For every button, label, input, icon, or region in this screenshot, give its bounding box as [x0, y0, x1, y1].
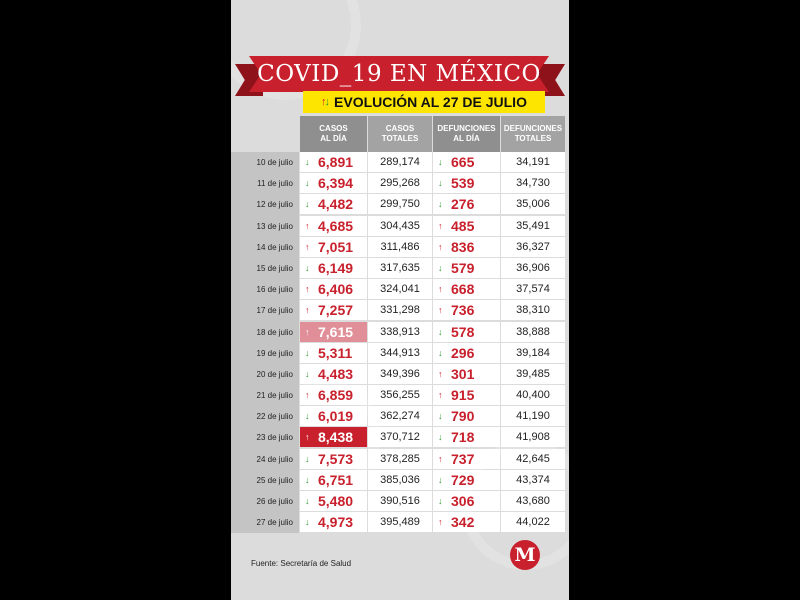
cell-value: 4,483 — [318, 365, 354, 382]
cell-value: 836 — [451, 238, 475, 255]
table-row — [231, 258, 569, 279]
cell-defunciones-dia — [433, 491, 500, 511]
cell-value: 718 — [451, 429, 475, 446]
table-row — [231, 173, 569, 194]
row-date: 21 de julio — [231, 385, 299, 406]
row-date: 14 de julio — [231, 237, 299, 258]
arrow-up-icon: ↑ — [305, 326, 310, 337]
table-row — [231, 343, 569, 364]
cell-defunciones-dia — [433, 364, 500, 384]
header-line: AL DÍA — [453, 134, 480, 143]
title-banner — [231, 56, 569, 92]
cell-casos-totales: 324,041 — [368, 279, 432, 299]
row-date: 16 de julio — [231, 279, 299, 300]
cell-casos-dia — [300, 300, 367, 320]
row-date: 19 de julio — [231, 343, 299, 364]
cell-casos-dia — [300, 427, 367, 447]
cell-value: 5,480 — [318, 493, 354, 509]
cell-casos-totales: 385,036 — [368, 470, 432, 490]
cell-defunciones-totales: 35,006 — [501, 194, 565, 214]
row-date: 26 de julio — [231, 491, 299, 512]
cell-defunciones-dia — [433, 385, 500, 405]
cell-casos-totales: 304,435 — [368, 216, 432, 236]
cell-defunciones-dia — [433, 406, 500, 426]
cell-defunciones-dia — [433, 279, 500, 299]
cell-defunciones-totales: 39,184 — [501, 343, 565, 363]
row-date: 17 de julio — [231, 300, 299, 321]
subtitle: EVOLUCIÓN AL 27 DE JULIO — [334, 94, 527, 110]
cell-defunciones-dia — [433, 470, 500, 490]
cell-value: 8,438 — [318, 429, 354, 446]
arrow-down-icon: ↓ — [305, 368, 310, 379]
table-row — [231, 512, 569, 533]
table-row — [231, 279, 569, 300]
cell-casos-totales: 289,174 — [368, 152, 432, 172]
cell-value: 729 — [451, 471, 475, 488]
header-line: AL DÍA — [320, 134, 347, 143]
cell-value: 485 — [451, 217, 475, 234]
header-defunciones-totales — [501, 116, 565, 152]
cell-defunciones-totales: 36,906 — [501, 258, 565, 278]
cell-defunciones-totales: 42,645 — [501, 449, 565, 469]
cell-defunciones-totales: 40,400 — [501, 385, 565, 405]
cell-value: 4,482 — [318, 196, 354, 213]
row-date: 27 de julio — [231, 512, 299, 533]
arrow-down-icon: ↓ — [305, 517, 310, 528]
arrow-down-icon: ↓ — [438, 411, 443, 422]
cell-casos-dia — [300, 470, 367, 490]
arrow-down-icon: ↓ — [305, 262, 310, 273]
cell-casos-totales: 362,274 — [368, 406, 432, 426]
cell-value: 6,406 — [318, 281, 354, 298]
header-line: DEFUNCIONES — [503, 124, 563, 133]
header-line: CASOS — [319, 124, 348, 133]
cell-casos-dia — [300, 216, 367, 236]
trend-arrows-icon: ↑↓ — [321, 96, 329, 108]
cell-value: 4,685 — [318, 217, 354, 234]
subtitle-banner — [303, 91, 545, 113]
arrow-down-icon: ↓ — [438, 347, 443, 358]
cell-casos-totales: 349,396 — [368, 364, 432, 384]
table-row — [231, 427, 569, 448]
cell-casos-dia — [300, 152, 367, 172]
cell-casos-dia — [300, 173, 367, 193]
cell-casos-dia — [300, 364, 367, 384]
row-date: 13 de julio — [231, 216, 299, 237]
cell-defunciones-dia — [433, 512, 500, 532]
arrow-up-icon: ↑ — [305, 390, 310, 401]
table-row — [231, 449, 569, 470]
cell-defunciones-dia — [433, 152, 500, 172]
cell-defunciones-dia — [433, 449, 500, 469]
milenio-logo: M — [510, 540, 540, 570]
cell-value: 790 — [451, 408, 475, 425]
cell-casos-dia — [300, 279, 367, 299]
table-row — [231, 237, 569, 258]
cell-casos-dia — [300, 258, 367, 278]
cell-value: 736 — [451, 302, 475, 319]
arrow-up-icon: ↑ — [438, 453, 443, 464]
arrow-up-icon: ↑ — [438, 305, 443, 316]
cell-casos-totales: 317,635 — [368, 258, 432, 278]
arrow-up-icon: ↑ — [438, 284, 443, 295]
arrow-up-icon: ↑ — [305, 220, 310, 231]
arrow-down-icon: ↓ — [438, 496, 443, 506]
cell-casos-dia — [300, 512, 367, 532]
cell-casos-totales: 370,712 — [368, 427, 432, 447]
arrow-down-icon: ↓ — [438, 262, 443, 273]
cell-casos-totales: 395,489 — [368, 512, 432, 532]
arrow-up-icon: ↑ — [438, 220, 443, 231]
cell-defunciones-totales: 41,190 — [501, 406, 565, 426]
table-row — [231, 470, 569, 491]
cell-casos-totales: 299,750 — [368, 194, 432, 214]
cell-casos-totales: 344,913 — [368, 343, 432, 363]
table-row — [231, 322, 569, 343]
arrow-up-icon: ↑ — [438, 390, 443, 401]
cell-defunciones-totales: 39,485 — [501, 364, 565, 384]
cell-defunciones-totales: 41,908 — [501, 427, 565, 447]
cell-defunciones-totales: 38,888 — [501, 322, 565, 342]
row-date: 22 de julio — [231, 406, 299, 427]
table-row — [231, 364, 569, 385]
arrow-down-icon: ↓ — [438, 178, 443, 189]
table-row — [231, 216, 569, 237]
cell-casos-dia — [300, 343, 367, 363]
cell-casos-totales: 311,486 — [368, 237, 432, 257]
arrow-up-icon: ↑ — [305, 284, 310, 295]
header-defunciones-dia — [433, 116, 500, 152]
table-row — [231, 300, 569, 321]
cell-defunciones-totales: 38,310 — [501, 300, 565, 320]
cell-value: 6,149 — [318, 259, 354, 276]
table-row — [231, 194, 569, 215]
cell-defunciones-totales: 44,022 — [501, 512, 565, 532]
cell-casos-dia — [300, 194, 367, 214]
arrow-down-icon: ↓ — [305, 347, 310, 358]
cell-casos-totales: 356,255 — [368, 385, 432, 405]
arrow-down-icon: ↓ — [305, 411, 310, 422]
cell-defunciones-dia — [433, 194, 500, 214]
cell-defunciones-totales: 34,191 — [501, 152, 565, 172]
cell-defunciones-dia — [433, 343, 500, 363]
arrow-up-icon: ↑ — [305, 241, 310, 252]
cell-defunciones-dia — [433, 173, 500, 193]
cell-defunciones-totales: 36,327 — [501, 237, 565, 257]
arrow-down-icon: ↓ — [438, 199, 443, 210]
cell-defunciones-totales: 37,574 — [501, 279, 565, 299]
header-casos-totales — [368, 116, 432, 152]
cell-defunciones-dia — [433, 322, 500, 342]
cell-value: 342 — [451, 514, 475, 531]
cell-value: 915 — [451, 387, 475, 404]
cell-value: 296 — [451, 344, 475, 361]
cell-casos-dia — [300, 237, 367, 257]
cell-value: 6,394 — [318, 175, 354, 192]
arrow-down-icon: ↓ — [438, 432, 443, 443]
cell-value: 6,891 — [318, 154, 354, 170]
cell-defunciones-totales: 35,491 — [501, 216, 565, 236]
table-body — [231, 152, 569, 533]
cell-defunciones-totales: 43,680 — [501, 491, 565, 511]
cell-casos-totales: 390,516 — [368, 491, 432, 511]
cell-defunciones-totales: 43,374 — [501, 470, 565, 490]
cell-defunciones-dia — [433, 237, 500, 257]
arrow-down-icon: ↓ — [438, 326, 443, 337]
row-date: 10 de julio — [231, 152, 299, 173]
header-casos-dia — [300, 116, 367, 152]
arrow-up-icon: ↑ — [305, 305, 310, 316]
table-row — [231, 152, 569, 173]
row-date: 24 de julio — [231, 449, 299, 470]
arrow-down-icon: ↓ — [305, 453, 310, 464]
table-row — [231, 406, 569, 427]
cell-defunciones-totales: 34,730 — [501, 173, 565, 193]
cell-value: 668 — [451, 281, 475, 298]
arrow-down-icon: ↓ — [438, 157, 443, 167]
cell-value: 539 — [451, 175, 475, 192]
cell-casos-dia — [300, 491, 367, 511]
cell-defunciones-dia — [433, 300, 500, 320]
arrow-down-icon: ↓ — [305, 199, 310, 210]
arrow-down-icon: ↓ — [305, 474, 310, 485]
cell-value: 7,051 — [318, 238, 354, 255]
row-date: 20 de julio — [231, 364, 299, 385]
cell-value: 6,859 — [318, 387, 354, 404]
cell-defunciones-dia — [433, 258, 500, 278]
cell-casos-totales: 331,298 — [368, 300, 432, 320]
row-date: 25 de julio — [231, 470, 299, 491]
cell-value: 7,573 — [318, 450, 354, 467]
arrow-up-icon: ↑ — [438, 517, 443, 528]
header-line: TOTALES — [514, 134, 552, 143]
source-note: Fuente: Secretaría de Salud — [251, 559, 352, 568]
cell-value: 4,973 — [318, 514, 354, 531]
arrow-down-icon: ↓ — [305, 157, 310, 167]
arrow-up-icon: ↑ — [305, 432, 310, 443]
table-row — [231, 385, 569, 406]
table-header — [231, 116, 569, 152]
cell-casos-totales: 295,268 — [368, 173, 432, 193]
cell-value: 5,311 — [318, 344, 353, 361]
cell-value: 7,257 — [318, 302, 354, 319]
header-line: CASOS — [385, 124, 415, 133]
infographic-card — [231, 0, 569, 600]
cell-value: 665 — [451, 154, 475, 170]
cell-value: 6,751 — [318, 471, 354, 488]
row-date: 15 de julio — [231, 258, 299, 279]
table-row — [231, 491, 569, 512]
cell-value: 306 — [451, 493, 475, 509]
arrow-down-icon: ↓ — [305, 178, 310, 189]
cell-casos-dia — [300, 406, 367, 426]
arrow-up-icon: ↑ — [438, 368, 443, 379]
cell-value: 301 — [451, 365, 475, 382]
row-date: 23 de julio — [231, 427, 299, 448]
header-line: DEFUNCIONES — [437, 124, 496, 133]
arrow-up-icon: ↑ — [438, 241, 443, 252]
cell-value: 579 — [451, 259, 475, 276]
cell-value: 7,615 — [318, 323, 354, 340]
arrow-down-icon: ↓ — [305, 496, 310, 506]
row-date: 11 de julio — [231, 173, 299, 194]
page-title: COVID_19 EN MÉXICO — [257, 61, 541, 87]
header-line: TOTALES — [381, 134, 419, 143]
cell-value: 578 — [451, 323, 475, 340]
row-date: 18 de julio — [231, 322, 299, 343]
cell-casos-dia — [300, 449, 367, 469]
arrow-down-icon: ↓ — [438, 474, 443, 485]
cell-value: 276 — [451, 196, 475, 213]
cell-casos-dia — [300, 385, 367, 405]
row-date: 12 de julio — [231, 194, 299, 215]
cell-value: 6,019 — [318, 408, 354, 425]
cell-casos-dia — [300, 322, 367, 342]
cell-casos-totales: 338,913 — [368, 322, 432, 342]
cell-casos-totales: 378,285 — [368, 449, 432, 469]
cell-defunciones-dia — [433, 427, 500, 447]
cell-value: 737 — [451, 450, 475, 467]
cell-defunciones-dia — [433, 216, 500, 236]
